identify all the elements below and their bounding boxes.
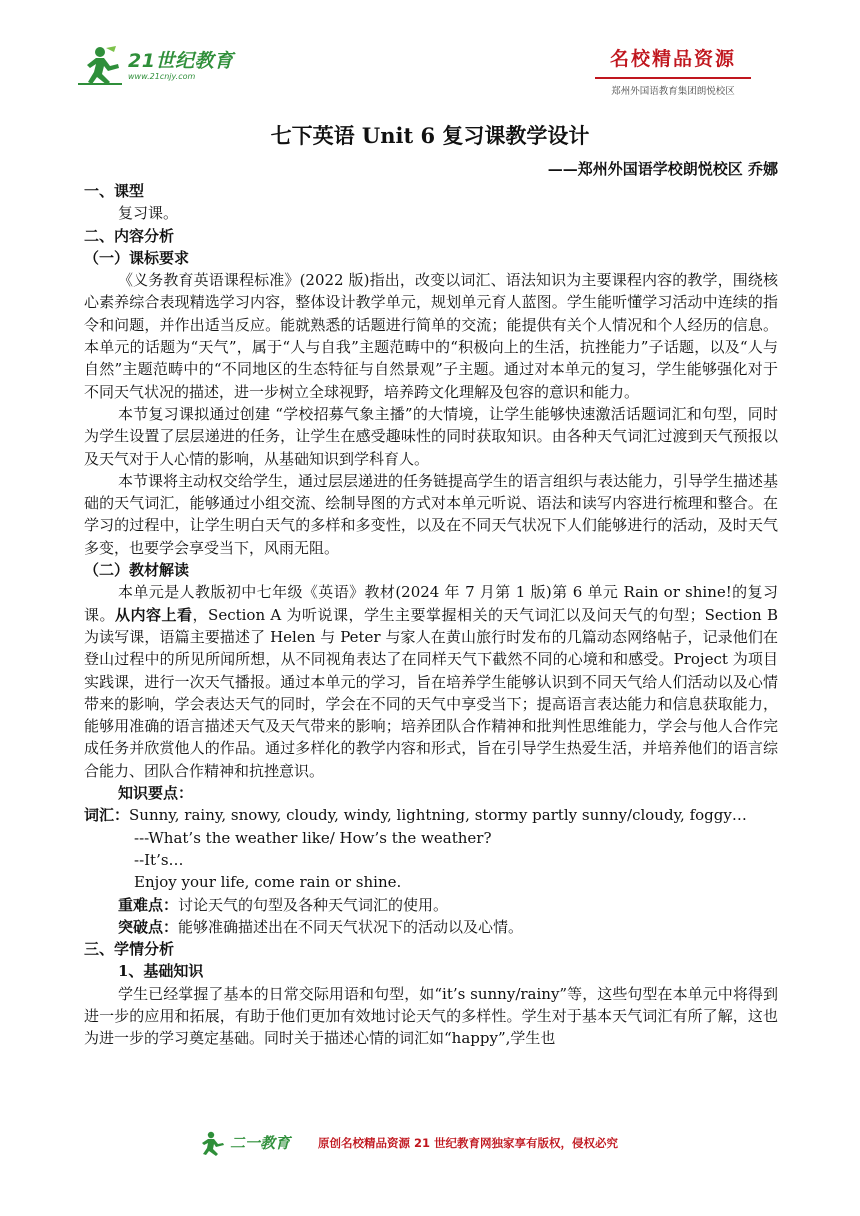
- paragraph: 学生已经掌握了基本的日常交际用语和句型，如“it’s sunny/rainy”等，这些句型在本单元中将得到进一步的应用和拓展，有助于他们更加有效地讨论天气的多样性。学生对于基本天气词汇有所了解，这也为进一步的学习奠定基础。同时关于描述心情的词汇如“happy”,学生也: [84, 984, 778, 1048]
- document-author: ——郑州外国语学校朗悦校区 乔娜: [547, 160, 778, 178]
- section-1-body: 复习课。: [118, 204, 179, 223]
- header-divider: [595, 77, 751, 79]
- difficult-point-label: 重难点：: [118, 895, 179, 914]
- footer-logo[interactable]: [196, 1130, 296, 1156]
- paragraph-emphasis: 从内容上看: [115, 605, 193, 624]
- sentence-pattern: --It’s…: [134, 850, 184, 869]
- paragraph-part: ，Section A 为听说课，学生主要掌握相关的天气词汇以及问天气的句型；Section B 为读写课，语篇主要描述了 Helen 与 Peter 与家人在黄山旅行时发布的几篇动态网络帖子，记录他们在登山过程中的所见所闻所想，从不同视角表达了在同样天气下截然不同的心境和和感受。Project 为项目实践课，进行一次天气播报。通过本单元的学习，旨在培养学生能够认识到不同天气给人们活动以及心情带来的影响，学会表达天气的同时，学会在不同的天气中享受当下；提高语言表达能力和信息获取能力，能够用准确的语言描述天气及天气带来的影响；培养团队合作精神和批判性思维能力，学会与他人合作完成任务并欣赏他人的作品。通过多样化的教学内容和形式，旨在引导学生热爱生活，并培养他们的语言综合能力、团队合作精神和抗挫意识。: [84, 605, 778, 780]
- paragraph: 本节课将主动权交给学生，通过层层递进的任务链提高学生的语言组织与表达能力，引导学生描述基础的天气词汇，能够通过小组交流、绘制导图的方式对本单元听说、语法和读写内容进行梳理和整合。在学习的过程中，让学生明白天气的多样和多变性，以及在不同天气状况下人们能够进行的活动，及时天气多变，也要学会享受当下，风雨无阻。: [84, 471, 779, 557]
- mingxiao-title: 名校精品资源: [609, 48, 736, 70]
- key-points-heading: 知识要点：: [118, 784, 194, 803]
- sentence-pattern: Enjoy your life, come rain or shine.: [134, 873, 402, 892]
- vocabulary-line: [84, 804, 778, 826]
- section-2-heading: 二、内容分析: [84, 226, 175, 245]
- 21cnjy-logo[interactable]: [76, 44, 276, 94]
- running-figure-icon: [76, 44, 124, 88]
- section-2-2-heading: （二）教材解读: [84, 561, 190, 580]
- difficult-point-text: 讨论天气的句型及各种天气词汇的使用。: [178, 895, 449, 914]
- section-3-heading: 三、学情分析: [84, 940, 175, 959]
- difficult-point-line: [84, 894, 778, 916]
- logo-text: 21世纪教育: [128, 50, 234, 72]
- section-2-1-heading: （一）课标要求: [84, 248, 190, 267]
- paragraph: 《义务教育英语课程标准》(2022 版)指出，改变以词汇、语法知识为主要课程内容的教学，围绕核心素养综合表现精选学习内容，整体设计教学单元，规划单元育人蓝图。学生能听懂学习活动中连续的指令和问题，并作出适当反应。能就熟悉的话题进行简单的交流；能提供有关个人情况和个人经历的信息。本单元的话题为“天气”，属于“人与自我”主题范畴中的“积极向上的生活，抗挫能力”子话题，以及“人与自然”主题范畴中的“不同地区的生态特征与自然景观”子主题。通过对本单元的复习，学生能够强化对于不同天气状况的描述，进一步树立全球视野，培养跨文化理解及包容的意识和能力。: [84, 271, 778, 401]
- mingxiao-subtitle: 郑州外国语教育集团朗悦校区: [611, 86, 735, 97]
- footer-logo-text: 二一教育: [230, 1134, 291, 1152]
- section-3-1-heading: 1、基础知识: [118, 962, 204, 981]
- sentence-pattern: ---What’s the weather like/ How’s the weather?: [134, 828, 492, 847]
- running-figure-icon: [196, 1130, 226, 1156]
- page-header: [0, 0, 860, 110]
- section-1-heading: 一、课型: [84, 182, 145, 200]
- page-footer: [0, 1126, 860, 1166]
- mingxiao-logo: [588, 44, 758, 98]
- logo-url: www.21cnjy.com: [128, 72, 196, 81]
- paragraph: 本节复习课拟通过创建 “学校招募气象主播”的大情境，让学生能够快速激活话题词汇和句型，同时为学生设置了层层递进的任务，让学生在感受趣味性的同时获取知识。由各种天气词汇过渡到天气预报以及天气对于人心情的影响，从基础知识到学科育人。: [84, 404, 778, 468]
- breakthrough-label: 突破点：: [118, 917, 179, 936]
- breakthrough-text: 能够准确描述出在不同天气状况下的活动以及心情。: [178, 917, 524, 936]
- paragraph-part: 本单元是人教版初中七年级《英语》教材(2024 年 7 月第 1 版)第 6 单元 Rain or shine!的复习课。: [84, 583, 778, 624]
- document-body: [84, 180, 778, 1050]
- vocabulary-text: Sunny, rainy, snowy, cloudy, windy, lightning, stormy partly sunny/cloudy, foggy…: [129, 806, 747, 825]
- breakthrough-line: [84, 916, 778, 938]
- document-title: 七下英语 Unit 6 复习课教学设计: [270, 123, 590, 148]
- vocabulary-label: 词汇：: [84, 806, 130, 825]
- paragraph: [84, 581, 778, 782]
- copyright-notice: 原创名校精品资源 21 世纪教育网独家享有版权，侵权必究: [318, 1136, 619, 1150]
